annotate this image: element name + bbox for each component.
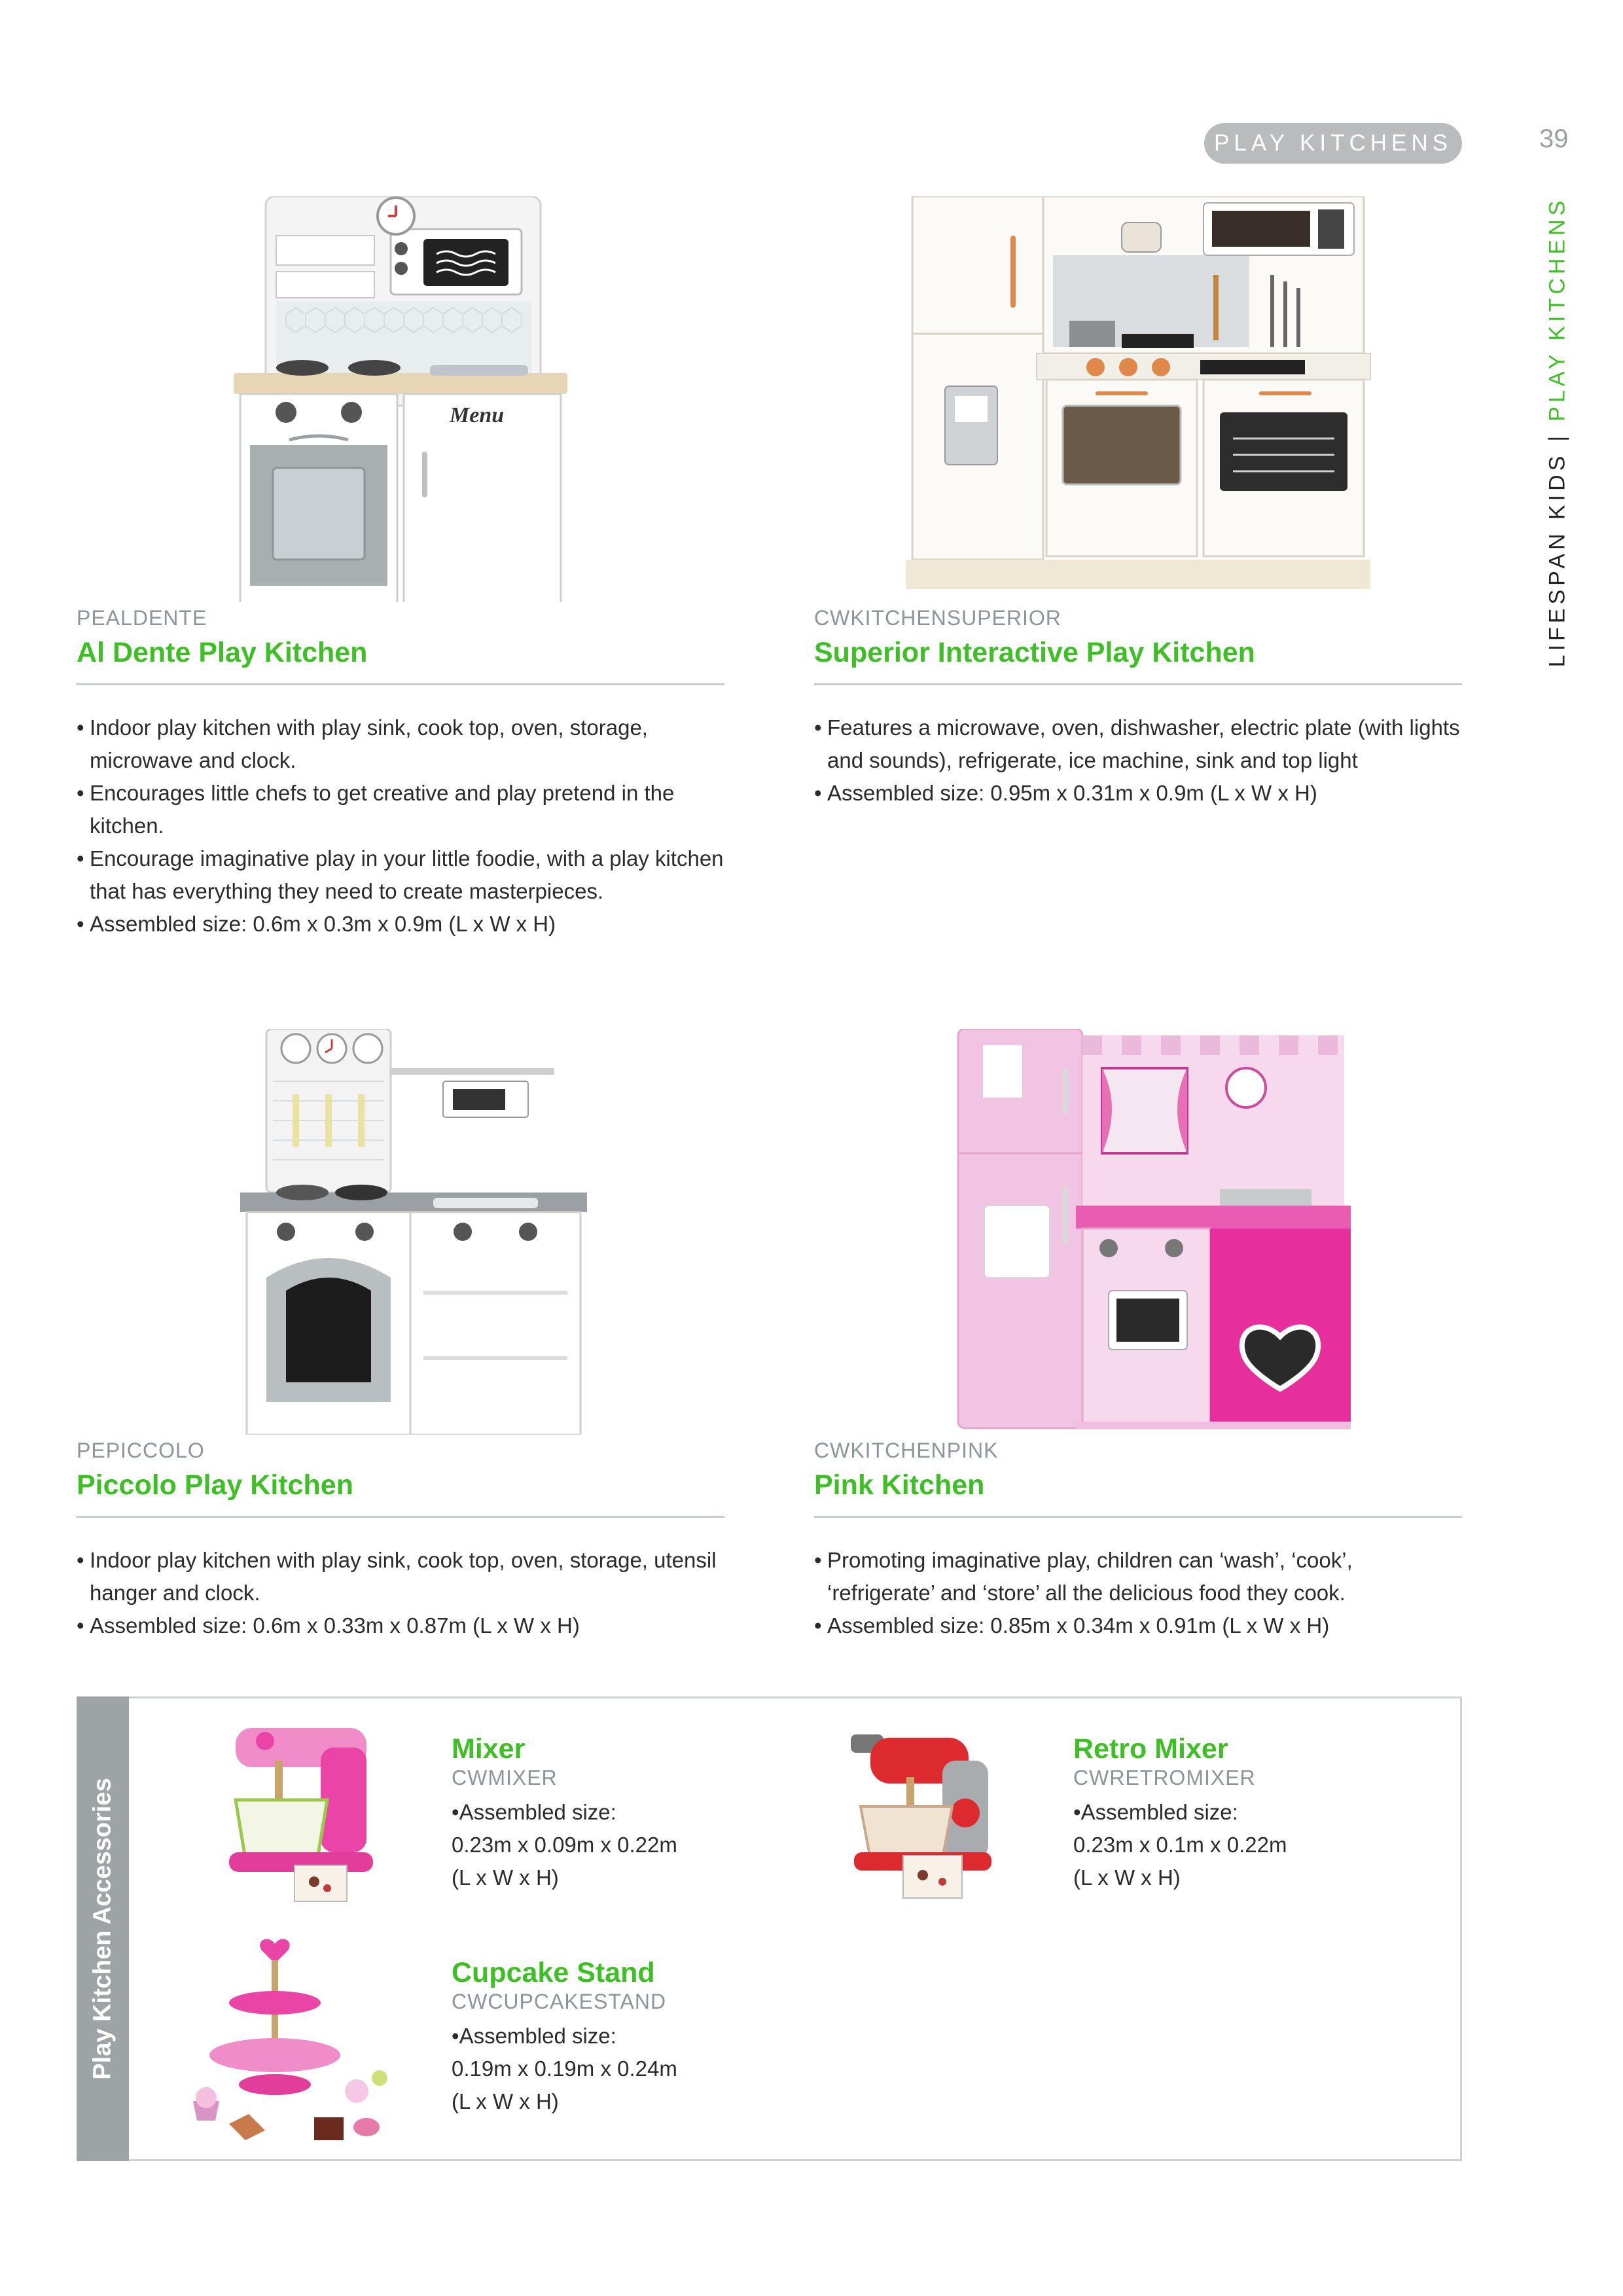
- feature-item: • Indoor play kitchen with play sink, cook top, oven, storage, utensil hanger and clock.: [77, 1544, 724, 1609]
- accessory-retro-mixer: [1073, 1733, 1348, 1894]
- feature-item: • Encourages little chefs to get creative and play pretend in the kitchen.: [77, 777, 724, 842]
- product-code: PEALDENTE: [77, 606, 207, 630]
- accessory-title: Mixer: [452, 1733, 526, 1765]
- accessories-heading: Play Kitchen Accessories: [88, 1778, 116, 2080]
- product-card-aldente: [77, 196, 724, 941]
- page-number: 39: [1539, 124, 1569, 153]
- accessory-image-retro-mixer: [844, 1721, 1008, 1911]
- feature-item: • Assembled size: 0.6m x 0.3m x 0.9m (L x W x H): [77, 908, 724, 941]
- product-code: CWKITCHENPINK: [814, 1439, 999, 1462]
- feature-item: • Assembled size: 0.85m x 0.34m x 0.91m (L x W x H): [814, 1609, 1462, 1642]
- feature-list: [814, 711, 1462, 810]
- accessory-title: Retro Mixer: [1073, 1733, 1228, 1765]
- product-card-piccolo: [77, 1029, 724, 1642]
- product-card-pink: [814, 1029, 1462, 1642]
- product-title: Pink Kitchen: [814, 1469, 985, 1501]
- accessory-code: CWRETROMIXER: [1073, 1766, 1256, 1789]
- product-code: PEPICCOLO: [77, 1439, 205, 1462]
- product-image-piccolo: [77, 1029, 724, 1435]
- product-image-superior: [814, 196, 1462, 602]
- divider: [814, 1516, 1462, 1518]
- divider: [77, 1516, 724, 1518]
- side-tab-category: PLAY KITCHENS: [1544, 196, 1570, 422]
- divider: [814, 683, 1462, 685]
- feature-item: • Assembled size: 0.6m x 0.33m x 0.87m (L x W x H): [77, 1609, 724, 1642]
- feature-list: [77, 1544, 724, 1642]
- product-title: Piccolo Play Kitchen: [77, 1469, 353, 1501]
- svg-text:Menu: Menu: [450, 403, 505, 427]
- side-tab: [1531, 196, 1584, 668]
- side-tab-separator: |: [1544, 431, 1570, 442]
- product-title: Superior Interactive Play Kitchen: [814, 637, 1255, 668]
- accessory-code: CWCUPCAKESTAND: [452, 1990, 667, 2013]
- accessory-image-cupcake-stand: [190, 1931, 406, 2147]
- accessory-title: Cupcake Stand: [452, 1957, 655, 1988]
- accessory-size: • Assembled size: 0.23m x 0.1m x 0.22m (L x W x H): [1073, 1796, 1348, 1894]
- feature-item: • Promoting imaginative play, children can ‘wash’, ‘cook’, ‘refrigerate’ and ‘store’ all the delicious food they cook.: [814, 1544, 1462, 1609]
- product-card-superior: [814, 196, 1462, 810]
- feature-item: • Assembled size: 0.95m x 0.31m x 0.9m (L x W x H): [814, 777, 1462, 810]
- section-label-pill: PLAY KITCHENS: [1204, 123, 1462, 164]
- accessory-size: • Assembled size: 0.19m x 0.19m x 0.24m (L x W x H): [452, 2020, 726, 2118]
- accessory-image-mixer: [223, 1721, 386, 1911]
- accessory-code: CWMIXER: [452, 1766, 558, 1789]
- feature-item: • Encourage imaginative play in your little foodie, with a play kitchen that has everything they need to create masterpieces.: [77, 842, 724, 908]
- feature-list: [814, 1544, 1462, 1642]
- accessory-cupcake-stand: [452, 1957, 726, 2118]
- feature-item: • Features a microwave, oven, dishwasher, electric plate (with lights and sounds), refrigerate, ice machine, sink and top light: [814, 711, 1462, 777]
- feature-list: [77, 711, 724, 941]
- product-image-pink: [814, 1029, 1462, 1435]
- divider: [77, 683, 724, 685]
- product-image-aldente: [77, 196, 724, 602]
- product-code: CWKITCHENSUPERIOR: [814, 606, 1061, 630]
- feature-item: • Indoor play kitchen with play sink, cook top, oven, storage, microwave and clock.: [77, 711, 724, 777]
- side-tab-brand: LIFESPAN KIDS: [1544, 452, 1570, 668]
- product-title: Al Dente Play Kitchen: [77, 637, 368, 668]
- accessory-mixer: [452, 1733, 726, 1894]
- accessory-size: • Assembled size: 0.23m x 0.09m x 0.22m (L x W x H): [452, 1796, 726, 1894]
- accessories-band: [77, 1696, 129, 2161]
